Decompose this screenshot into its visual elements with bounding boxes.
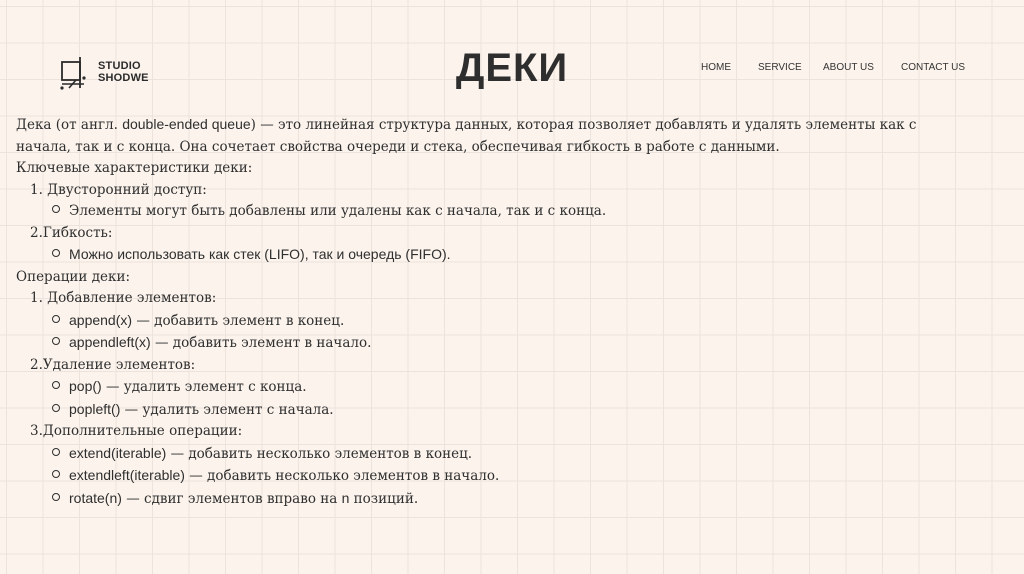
- method-desc: — добавить элемент в конец.: [132, 312, 345, 329]
- method-desc: — удалить элемент с конца.: [101, 379, 307, 395]
- method-desc: — добавить несколько элементов в конец.: [166, 445, 473, 462]
- bullet-icon: [52, 315, 60, 323]
- bullet-icon: [52, 448, 60, 456]
- bullet-icon: [52, 337, 60, 345]
- op-2-title: 2.Удаление элементов:: [30, 356, 196, 373]
- method-name: extendleft(iterable): [69, 467, 185, 483]
- nav-service[interactable]: SERVICE: [758, 62, 802, 73]
- brand-line2: SHODWE: [98, 72, 149, 84]
- method-name: extend(iterable): [69, 444, 167, 461]
- intro-text-c: ) — это линейная структура данных, которая позволяет добавлять и удалять элементы как с: [250, 117, 917, 133]
- list-item: [16, 332, 1006, 355]
- method-desc-end: позиций.: [349, 490, 419, 507]
- feature-2-title: 2.Гибкость:: [30, 224, 113, 241]
- ops-heading: Операции деки:: [16, 268, 130, 285]
- method-desc: — сдвиг элементов вправо на: [121, 490, 342, 507]
- method-desc: — добавить несколько элементов в начало.: [184, 468, 500, 484]
- list-item-text: Элементы могут быть добавлены или удалены как с начала, так и с конца.: [69, 203, 607, 219]
- method-name: rotate(n): [69, 489, 122, 506]
- bullet-icon: [52, 470, 60, 478]
- intro-text-a: Дека (от англ.: [16, 117, 123, 133]
- method-desc: — удалить элемент с начала.: [120, 401, 334, 418]
- list-item: [16, 488, 1006, 511]
- list-item: [16, 465, 1006, 488]
- nav-contact-us[interactable]: CONTACT US: [901, 62, 966, 73]
- bullet-icon: [52, 404, 60, 412]
- op-3-title: 3.Дополнительные операции:: [30, 423, 243, 439]
- features-heading: Ключевые характеристики деки:: [16, 160, 253, 176]
- list-item: [16, 310, 1006, 333]
- feature-1-title: 1. Двусторонний доступ:: [30, 181, 207, 198]
- intro-term: double-ended queue: [122, 116, 251, 132]
- method-name: pop(): [69, 378, 102, 394]
- bullet-icon: [52, 249, 60, 257]
- method-param: n: [341, 489, 350, 506]
- article-body: [16, 114, 1006, 510]
- bullet-icon: [52, 493, 60, 501]
- intro-line-1: [16, 114, 1006, 137]
- bullet-icon: [52, 205, 60, 213]
- bullet-icon: [52, 381, 60, 389]
- brand-line1: STUDIO: [98, 60, 141, 72]
- method-name: popleft(): [69, 400, 121, 417]
- intro-line-2: начала, так и с конца. Она сочетает свойства очереди и стека, обеспечивая гибкость в работе с данными.: [16, 138, 780, 155]
- method-name: appendleft(x): [69, 334, 151, 350]
- page-title: ДЕКИ: [455, 46, 569, 90]
- method-name: append(x): [69, 311, 133, 328]
- list-item: [16, 244, 1006, 267]
- list-item-text: Можно использовать как стек (LIFO), так и очередь (FIFO).: [69, 246, 451, 262]
- nav-about-us[interactable]: ABOUT US: [823, 62, 874, 73]
- list-item: [16, 443, 1006, 466]
- list-item: [16, 399, 1006, 422]
- nav-home[interactable]: HOME: [701, 62, 731, 73]
- list-item: [16, 201, 1006, 223]
- method-desc: — добавить элемент в начало.: [150, 335, 372, 351]
- op-1-title: 1. Добавление элементов:: [30, 290, 217, 306]
- list-item: [16, 376, 1006, 399]
